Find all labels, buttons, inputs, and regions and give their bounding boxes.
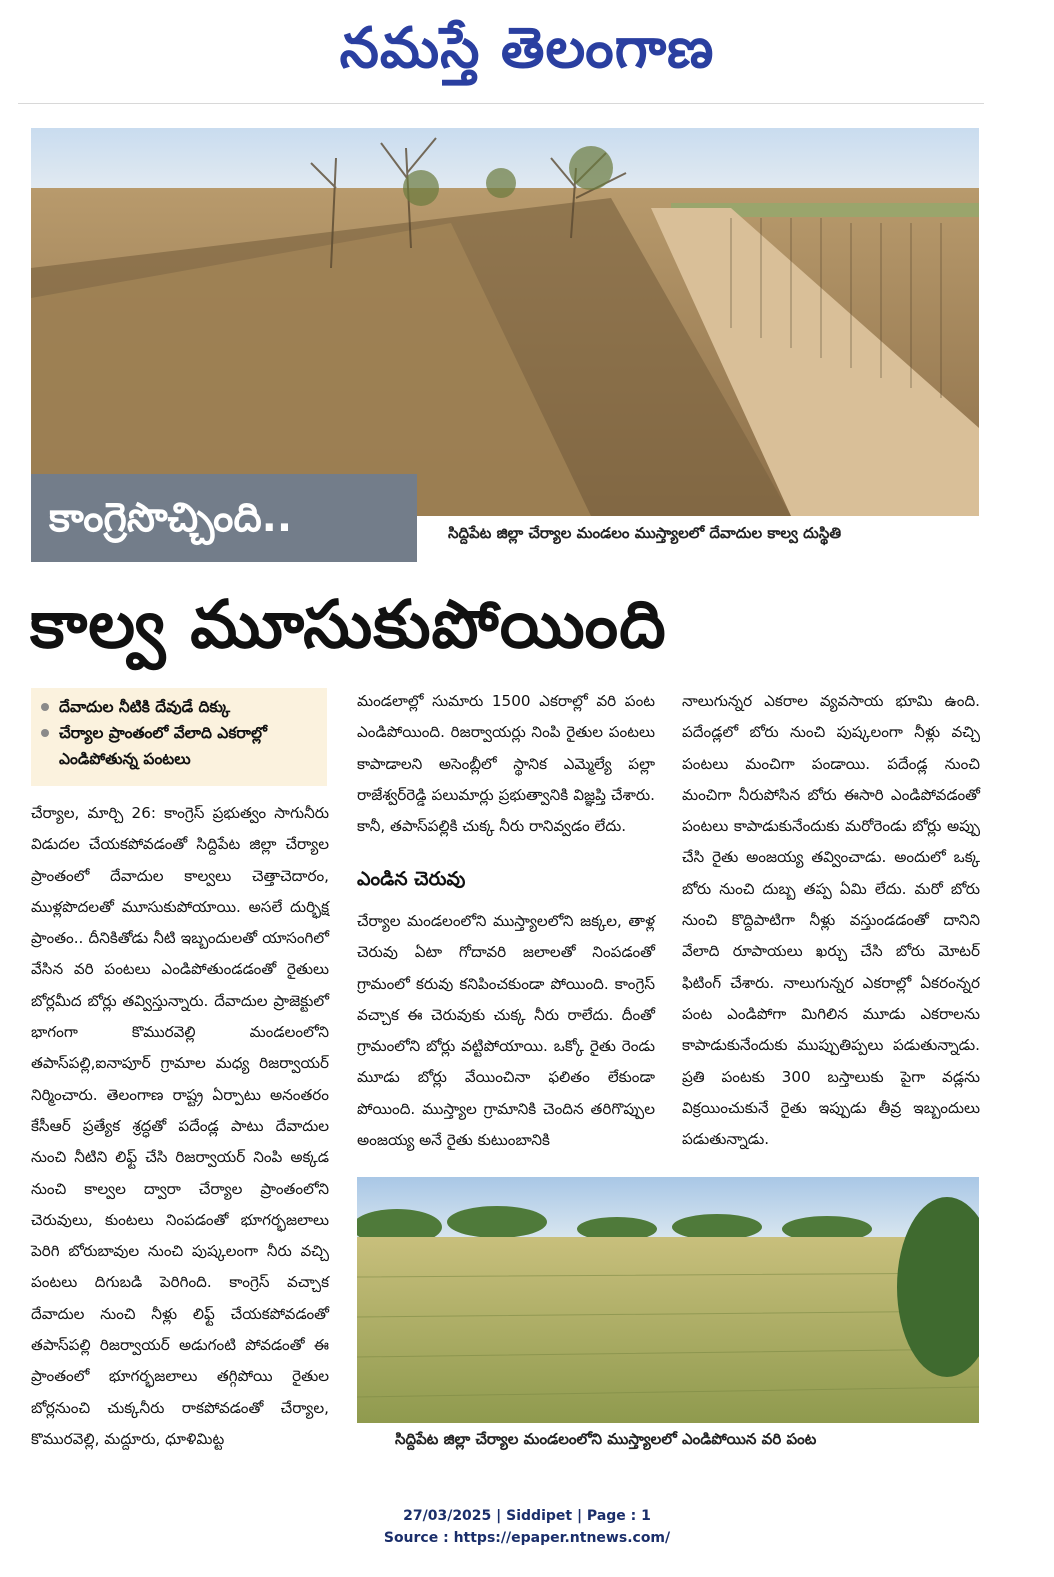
- bullet-icon: [41, 703, 49, 711]
- photo-caption-top: సిద్దిపేట జిల్లా చేర్యాల మండలం ముస్త్యాలలో దేవాదుల కాల్వ దుస్థితి: [448, 524, 842, 542]
- subheading: ఎండిన చెరువు: [357, 868, 466, 890]
- photo-caption-bottom: సిద్దిపేట జిల్లా చేర్యాల మండలంలోని ముస్త్యాలలో ఎండిపోయిన వరి పంట: [395, 1430, 817, 1448]
- photo-dry-canal: [31, 128, 979, 516]
- article-column-2-top: మండలాల్లో సుమారు 1500 ఎకరాల్లో వరి పంట ఎండిపోయింది. రిజర్వాయర్లు నింపి రైతుల పంటలు కాపాడాలని అసెంబ్లీలో స్థానిక ఎమ్మెల్యే పల్లా రాజేశ్వర్‌రెడ్డి పలుమార్లు ప్రభుత్వానికి విజ్ఞప్తి చేశారు. కానీ, తపాస్‌పల్లికి చుక్క నీరు రానివ్వడం లేదు.: [357, 692, 655, 836]
- bullet-icon: [41, 729, 49, 737]
- masthead: నమస్తే తెలంగాణ: [339, 15, 715, 81]
- highlight-item: చేర్యాల ప్రాంతంలో వేలాది ఎకరాల్లో ఎండిపోతున్న పంటలు: [41, 720, 319, 772]
- article-column-2-bottom: చేర్యాల మండలంలోని ముస్త్యాలలోని జక్కల, తాళ్ల చెరువు ఏటా గోదావరి జలాలతో నింపడంతో గ్రామంలో కరువు కనిపించకుండా పోయింది. కాంగ్రెస్ వచ్చాక ఈ చెరువుకు చుక్క నీరు రాలేదు. దీంతో గ్రామంలోని బోర్లు వట్టిపోయాయి. ఒక్కో రైతు రెండు మూడు బోర్లు వేయించినా ఫలితం లేకుండా పోయింది. ముస్త్యాల గ్రామానికి చెందిన తరిగొప్పుల అంజయ్య అనే రైతు కుటుంబానికి: [357, 912, 655, 1150]
- kicker-banner: కాంగ్రెసొచ్చింది..: [31, 474, 417, 562]
- footer-source-link[interactable]: Source : https://epaper.ntnews.com/: [383, 1530, 671, 1546]
- article-column-1: చేర్యాల, మార్చి 26: కాంగ్రెస్ ప్రభుత్వం సాగునీరు విడుదల చేయకపోవడంతో సిద్దిపేట జిల్లా చేర్యాల ప్రాంతంలో దేవాదుల కాల్వలు చెత్తాచెదారం, ముళ్లపొదలతో మూసుకుపోయాయి. అసలే దుర్భిక్ష ప్రాంతం.. దీనికితోడు నీటి ఇబ్బందులతో యాసంగిలో వేసిన వరి పంటలు ఎండిపోతుండడంతో రైతులు బోర్లమీద బోర్లు తవ్విస్తున్నారు. దేవాదుల ప్రాజెక్టులో భాగంగా కొమురవెల్లి మండలంలోని తపాస్‌పల్లి,ఐనాపూర్ గ్రామాల మధ్య రిజర్వాయర్ నిర్మించారు. తెలంగాణ రాష్ట్ర ఏర్పాటు అనంతరం కేసీఆర్ ప్రత్యేక శ్రద్ధతో పదేండ్ల పాటు దేవాదుల నుంచి నీటిని లిఫ్ట్ చేసి రిజర్వాయర్ నింపి అక్కడ నుంచి కాల్వల ద్వారా చేర్యాల ప్రాంతంలోని చెరువులు, కుంటలు నింపడంతో భూగర్భజలాలు పెరిగి బోరుబావుల నుంచి పుష్కలంగా నీరు వచ్చి పంటలు దిగుబడి పెరిగింది. కాంగ్రెస్ వచ్చాక దేవాదుల నుంచి నీళ్లు లిఫ్ట్ చేయకపోవడంతో తపాస్‌పల్లి రిజర్వాయర్ అడుగంటి పోవడంతో ఈ ప్రాంతంలో భూగర్భజలాలు తగ్గిపోయి రైతుల బోర్లనుంచి చుక్కనీరు రాకపోవడంతో చేర్యాల, కొమురవెల్లి, మద్దూరు, ధూళిమిట్ట: [31, 804, 329, 1448]
- header-divider: [18, 103, 984, 104]
- article-column-3: నాలుగున్నర ఎకరాల వ్యవసాయ భూమి ఉంది. పదేండ్లలో బోరు నుంచి పుష్కలంగా నీళ్లు వచ్చి పంటలు మంచిగా పండాయి. పదేండ్ల నుంచి మంచిగా నీరుపోసిన బోరు ఈసారి ఎండిపోవడంతో పంటలు కాపాడుకునేందుకు మరోరెండు బోర్లు అప్పు చేసి రైతు అంజయ్య తవ్వించాడు. అందులో ఒక్క బోరు నుంచి దుబ్బ తప్ప ఏమి లేదు. మరో బోరు నుంచి కొద్దిపాటిగా నీళ్లు వస్తుండడంతో దానిని వేలాది రూపాయలు ఖర్చు చేసి బోరు మోటర్ ఫిటింగ్ చేశారు. నాలుగున్నర ఎకరాల్లో ఏకరంన్నర పంట ఎండిపోగా మిగిలిన మూడు ఎకరాలను కాపాడుకునేందుకు ముప్పుతిప్పలు పడుతున్నాడు. ప్రతి పంటకు 300 బస్తాలుకు పైగా వడ్లను విక్రయించుకునే రైతు ఇప్పుడు తీవ్ర ఇబ్బందులు పడుతున్నాడు.: [682, 692, 980, 1149]
- headline: కాల్వ మూసుకుపోయింది: [30, 586, 667, 663]
- footer-date-edition: 27/03/2025 | Siddipet | Page : 1: [403, 1508, 651, 1524]
- highlight-item: దేవాదుల నీటికి దేవుడే దిక్కు: [41, 694, 319, 720]
- highlights-box: [31, 688, 327, 786]
- photo-dry-paddy: [357, 1177, 979, 1423]
